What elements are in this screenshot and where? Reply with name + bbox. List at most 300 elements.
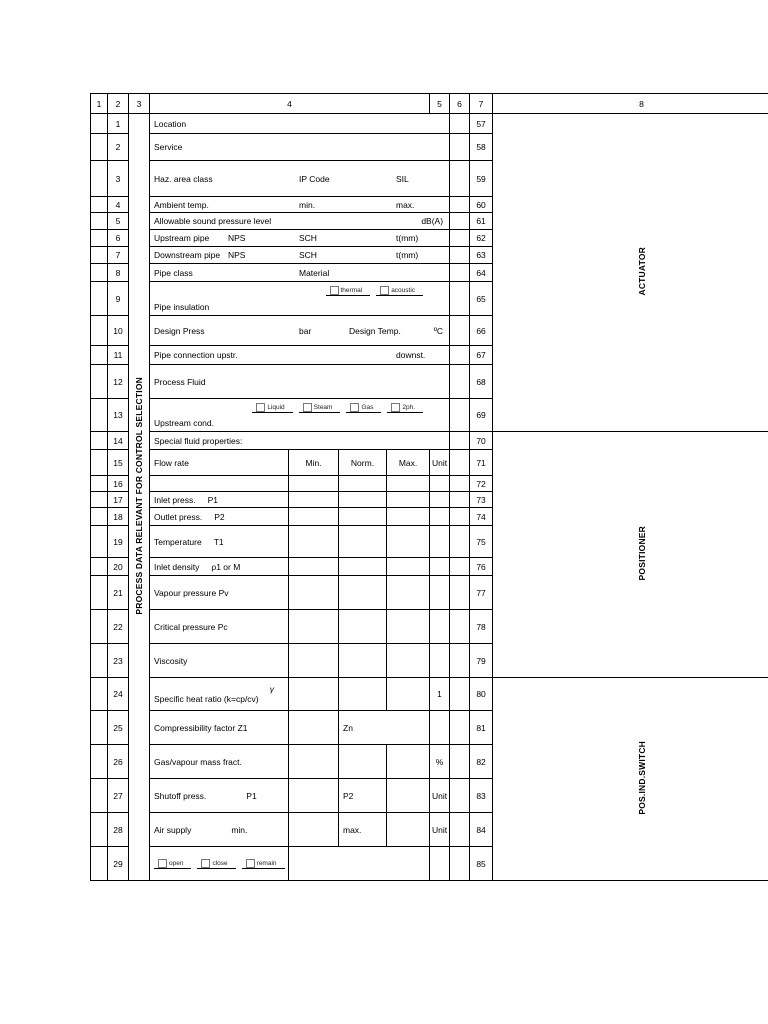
column-number: 4: [150, 94, 430, 114]
value-cell[interactable]: [289, 678, 339, 711]
unit: dB(A): [421, 216, 444, 226]
value-cell[interactable]: [430, 476, 450, 492]
row-number: 64: [470, 264, 493, 282]
blank-cell: [91, 213, 108, 230]
value-cell[interactable]: [339, 644, 387, 678]
blank-cell: [450, 114, 470, 134]
checkbox[interactable]: [201, 859, 210, 868]
row-number: 74: [470, 508, 493, 526]
field-row-content: [154, 347, 445, 364]
option-label: remain: [256, 860, 277, 868]
blank-cell: [450, 847, 470, 881]
blank-cell: [91, 365, 108, 399]
blank-cell: [450, 508, 470, 526]
blank-cell: [91, 134, 108, 161]
value-cell[interactable]: [339, 508, 387, 526]
value-cell[interactable]: [339, 745, 387, 779]
field-row-content: [154, 433, 445, 449]
value-cell[interactable]: [339, 476, 387, 492]
row-number: 70: [470, 432, 493, 450]
field-sub: P1: [207, 494, 218, 505]
row-number: 72: [470, 476, 493, 492]
table-row: [91, 114, 768, 134]
column-number: 6: [450, 94, 470, 114]
row-number: 18: [108, 508, 129, 526]
blank-cell: [450, 526, 470, 558]
field-label-cell: [150, 476, 289, 492]
field-sub: SIL: [396, 173, 409, 184]
row-number: 58: [470, 134, 493, 161]
unit-cell: [430, 711, 450, 745]
checkbox[interactable]: [380, 286, 389, 295]
checkbox[interactable]: [303, 403, 312, 412]
option-label: Steam: [313, 403, 333, 411]
field-label-cell: [150, 492, 289, 508]
value-cell[interactable]: [430, 508, 450, 526]
field-label-cell: [150, 508, 289, 526]
value-cell[interactable]: [289, 779, 339, 813]
blank-cell: [91, 264, 108, 282]
field-label-cell: [150, 644, 289, 678]
option-label: close: [212, 860, 228, 868]
row-number: 73: [470, 492, 493, 508]
value-cell[interactable]: [387, 779, 430, 813]
value-cell[interactable]: [430, 492, 450, 508]
right-section-label-cell: [493, 114, 768, 432]
field-label: P2: [343, 790, 354, 801]
blank-cell: [91, 678, 108, 711]
value-cell[interactable]: [289, 558, 339, 576]
field-sub: P2: [214, 511, 225, 522]
value-cell[interactable]: [339, 779, 387, 813]
right-section-label: POS.IND.SWITCH: [636, 741, 647, 815]
field-row-content: [154, 248, 445, 263]
blank-cell: [450, 365, 470, 399]
field-row[interactable]: [150, 399, 450, 432]
right-section-label: POSITIONER: [636, 526, 647, 581]
field-label: Viscosity: [154, 655, 188, 666]
blank-cell: [450, 197, 470, 213]
checkbox[interactable]: [256, 403, 265, 412]
row-number: 75: [470, 526, 493, 558]
field-label: Special fluid properties:: [154, 435, 243, 446]
row-number: 15: [108, 450, 129, 476]
field-sub: P1: [246, 790, 257, 801]
field-row-content: [154, 115, 445, 133]
table-row: [91, 678, 768, 711]
field-label: Gas/vapour mass fract.: [154, 756, 242, 767]
row-number: 12: [108, 365, 129, 399]
field-label: Allowable sound pressure level: [154, 216, 272, 226]
unit: 1: [437, 689, 442, 699]
blank-cell: [450, 230, 470, 247]
field-row-content: [154, 135, 445, 160]
field-label-cell: [150, 711, 289, 745]
field-sub: bar: [299, 325, 312, 336]
row-number: 7: [108, 247, 129, 264]
blank-cell: [450, 576, 470, 610]
blank-cell: [450, 644, 470, 678]
blank-cell: [91, 779, 108, 813]
value-cell[interactable]: [339, 610, 387, 644]
value-cell[interactable]: [387, 644, 430, 678]
blank-cell: [91, 644, 108, 678]
blank-cell: [450, 813, 470, 847]
value-cell[interactable]: [289, 492, 339, 508]
value-cell[interactable]: [387, 745, 430, 779]
field-label-cell: [150, 678, 289, 711]
value-cell[interactable]: [430, 644, 450, 678]
row-number: 27: [108, 779, 129, 813]
row-number: 65: [470, 282, 493, 316]
blank-cell: [450, 134, 470, 161]
field-sub: Material: [299, 267, 330, 278]
field-label: max.: [343, 824, 362, 835]
row-number: 8: [108, 264, 129, 282]
field-row-content: [154, 283, 445, 315]
row-number: 78: [470, 610, 493, 644]
row-number: 25: [108, 711, 129, 745]
row-number: 68: [470, 365, 493, 399]
unit: ºC: [433, 325, 444, 336]
row-number: 82: [470, 745, 493, 779]
row-number: 85: [470, 847, 493, 881]
field-label-cell: [150, 813, 289, 847]
blank-cell: [91, 526, 108, 558]
field-label: Zn: [343, 722, 353, 733]
field-label: Design Press: [154, 325, 205, 336]
row-number: 13: [108, 399, 129, 432]
field-label: Upstream pipe: [154, 233, 210, 243]
row-number: 59: [470, 161, 493, 197]
option-label: acoustic: [391, 286, 416, 294]
value-cell[interactable]: [387, 678, 430, 711]
value-cell[interactable]: [339, 492, 387, 508]
field-sub: max.: [396, 199, 415, 210]
column-header: Max.: [387, 450, 430, 476]
row-number: 17: [108, 492, 129, 508]
unit-cell: [430, 779, 450, 813]
symbol: γ: [269, 684, 274, 694]
blank-cell: [91, 282, 108, 316]
field-sub: t(mm): [396, 250, 419, 260]
value-cell[interactable]: [387, 526, 430, 558]
column-header: Min.: [289, 450, 339, 476]
option-label: Gas: [361, 403, 374, 411]
field-label: Air supply: [154, 824, 192, 835]
row-number: 69: [470, 399, 493, 432]
blank-cell: [91, 558, 108, 576]
field-label: Service: [154, 142, 183, 152]
row-number: 24: [108, 678, 129, 711]
option-label: thermal: [340, 286, 363, 294]
field-sub: min.: [299, 199, 316, 210]
row-number: 77: [470, 576, 493, 610]
checkbox[interactable]: [330, 286, 339, 295]
value-cell[interactable]: [430, 610, 450, 644]
field-row-content: [154, 162, 445, 196]
field-sub: NPS: [228, 233, 246, 243]
value-cell[interactable]: [289, 610, 339, 644]
value-cell[interactable]: [430, 576, 450, 610]
blank-cell: [450, 161, 470, 197]
row-number: 80: [470, 678, 493, 711]
blank-cell: [450, 282, 470, 316]
field-sub: T1: [213, 536, 224, 547]
column-header: Norm.: [339, 450, 387, 476]
blank-cell: [450, 745, 470, 779]
row-number: 28: [108, 813, 129, 847]
row-number: 14: [108, 432, 129, 450]
blank-cell: [91, 247, 108, 264]
datasheet-table: [90, 93, 768, 881]
field-label: Specific heat ratio (k=cp/cv): [154, 694, 259, 704]
row-number: 81: [470, 711, 493, 745]
field-label-cell: [150, 558, 289, 576]
field-row[interactable]: [150, 134, 450, 161]
blank-cell: [91, 576, 108, 610]
row-number: 10: [108, 316, 129, 346]
blank-cell: [450, 213, 470, 230]
value-cell[interactable]: [289, 526, 339, 558]
blank-cell: [450, 492, 470, 508]
field-label: Inlet press.: [154, 494, 196, 505]
value-cell[interactable]: [289, 745, 339, 779]
unit-cell: [430, 745, 450, 779]
blank-cell: [450, 558, 470, 576]
checkbox[interactable]: [158, 859, 167, 868]
blank-cell: [91, 399, 108, 432]
field-sub: downst.: [396, 350, 426, 360]
row-number: 84: [470, 813, 493, 847]
value-cell[interactable]: [339, 813, 387, 847]
column-number: 2: [108, 94, 129, 114]
blank-cell: [91, 197, 108, 213]
field-label: Location: [154, 118, 187, 129]
option: [197, 859, 235, 869]
row-number: 22: [108, 610, 129, 644]
checkbox[interactable]: [391, 403, 400, 412]
row-number: 66: [470, 316, 493, 346]
blank-cell: [450, 316, 470, 346]
table-row: [91, 432, 768, 450]
value-cell[interactable]: [430, 558, 450, 576]
value-cell[interactable]: [339, 711, 430, 745]
field-label: Inlet density: [154, 561, 200, 572]
value-cell[interactable]: [387, 610, 430, 644]
option: [154, 859, 191, 869]
row-number: 11: [108, 346, 129, 365]
value-cell[interactable]: [387, 508, 430, 526]
blank-cell: [450, 264, 470, 282]
row-number: 26: [108, 745, 129, 779]
row-number: 29: [108, 847, 129, 881]
blank-cell: [91, 114, 108, 134]
value-cell[interactable]: [289, 476, 339, 492]
value-cell[interactable]: [339, 526, 387, 558]
field-row[interactable]: [150, 432, 450, 450]
column-number: 3: [129, 94, 150, 114]
value-cell[interactable]: [289, 813, 339, 847]
row-number: 60: [470, 197, 493, 213]
row-number: 3: [108, 161, 129, 197]
blank-cell: [450, 432, 470, 450]
unit: %: [435, 756, 444, 767]
value-cell[interactable]: [289, 576, 339, 610]
field-label-cell: [150, 576, 289, 610]
row-number: 2: [108, 134, 129, 161]
row-number: 63: [470, 247, 493, 264]
column-header: Unit: [430, 450, 450, 476]
blank-cell: [91, 230, 108, 247]
row-number: 61: [470, 213, 493, 230]
field-label: Critical pressure Pc: [154, 621, 228, 632]
field-label-cell: [150, 847, 289, 881]
field-row[interactable]: [150, 197, 450, 213]
field-row[interactable]: [150, 365, 450, 399]
option: [242, 859, 285, 869]
blank-cell: [91, 847, 108, 881]
value-cell[interactable]: [339, 576, 387, 610]
blank-cell: [91, 161, 108, 197]
unit-cell: [430, 678, 450, 711]
row-number: 62: [470, 230, 493, 247]
field-row[interactable]: [150, 264, 450, 282]
field-label-cell: [150, 745, 289, 779]
blank-cell: [450, 450, 470, 476]
value-cell[interactable]: [289, 711, 339, 745]
checkbox[interactable]: [246, 859, 255, 868]
value-cell[interactable]: [289, 644, 339, 678]
option-label: 2ph.: [402, 403, 416, 411]
field-sub: t(mm): [396, 233, 419, 243]
option: [387, 403, 423, 413]
field-sub: ρ1 or M: [211, 561, 241, 572]
field-label: Haz. area class: [154, 173, 213, 184]
value-cell[interactable]: [387, 576, 430, 610]
field-label: Upstream cond.: [154, 417, 214, 428]
field-row[interactable]: [150, 114, 450, 134]
field-row-content: [154, 265, 445, 281]
blank-cell: [91, 813, 108, 847]
option-label: open: [169, 860, 184, 868]
field-row-content: [154, 317, 445, 345]
option-group: [154, 861, 289, 868]
field-row-content: [154, 366, 445, 398]
option: [299, 403, 341, 413]
field-row[interactable]: [150, 161, 450, 197]
left-section-label-cell: [129, 114, 150, 881]
blank-cell: [450, 610, 470, 644]
row-number: 67: [470, 346, 493, 365]
field-label: Shutoff press.: [154, 790, 207, 801]
row-number: 19: [108, 526, 129, 558]
field-label: Ambient temp.: [154, 199, 209, 210]
row-number: 20: [108, 558, 129, 576]
value-cell[interactable]: [387, 558, 430, 576]
blank-cell: [91, 316, 108, 346]
value-cell[interactable]: [289, 508, 339, 526]
field-row[interactable]: [150, 282, 450, 316]
blank-cell: [450, 346, 470, 365]
row-number: 21: [108, 576, 129, 610]
row-number: 9: [108, 282, 129, 316]
row-number: 5: [108, 213, 129, 230]
blank-cell: [91, 346, 108, 365]
blank-cell: [450, 247, 470, 264]
row-number: 79: [470, 644, 493, 678]
right-section-label-cell: [493, 678, 768, 881]
option-label: Liquid: [267, 403, 285, 411]
option-group: [326, 286, 430, 296]
value-cell[interactable]: [339, 558, 387, 576]
field-sub: NPS: [228, 250, 246, 260]
field-label: Temperature: [154, 536, 202, 547]
field-sub: SCH: [299, 233, 317, 243]
column-number: 7: [470, 94, 493, 114]
value-cell[interactable]: [387, 476, 430, 492]
column-number: 1: [91, 94, 108, 114]
field-label-cell: [150, 610, 289, 644]
row-number: 16: [108, 476, 129, 492]
field-row-content: [154, 400, 445, 431]
blank-cell: [450, 399, 470, 432]
value-cell[interactable]: [289, 847, 430, 881]
field-row[interactable]: [150, 247, 450, 264]
field-sub: Design Temp.: [349, 325, 401, 336]
field-label: Compressibility factor Z1: [154, 722, 248, 733]
blank-cell: [91, 492, 108, 508]
field-row-content: [154, 214, 445, 229]
field-label: Pipe class: [154, 267, 193, 278]
row-number: 1: [108, 114, 129, 134]
field-label: Downstream pipe: [154, 250, 221, 260]
value-cell[interactable]: [339, 678, 387, 711]
value-cell[interactable]: [387, 813, 430, 847]
field-sub: SCH: [299, 250, 317, 260]
value-cell[interactable]: [387, 492, 430, 508]
field-row[interactable]: [150, 230, 450, 247]
field-row[interactable]: [150, 316, 450, 346]
option: [252, 403, 292, 413]
row-number: 23: [108, 644, 129, 678]
option: [326, 286, 371, 296]
field-row[interactable]: [150, 346, 450, 365]
option: [346, 403, 381, 413]
row-number: 76: [470, 558, 493, 576]
right-section-label-cell: [493, 432, 768, 678]
blank-cell: [91, 711, 108, 745]
value-cell[interactable]: [430, 526, 450, 558]
blank-cell: [91, 476, 108, 492]
unit-cell: [430, 813, 450, 847]
field-label: Outlet press.: [154, 511, 203, 522]
blank-cell: [91, 450, 108, 476]
blank-cell: [91, 432, 108, 450]
datasheet: [90, 93, 768, 881]
blank-cell: [450, 678, 470, 711]
field-label: Pipe insulation: [154, 301, 210, 312]
unit: Unit: [431, 824, 448, 835]
field-label: Flow rate: [150, 450, 289, 476]
field-label-cell: [150, 526, 289, 558]
field-label: Vapour pressure Pv: [154, 587, 229, 598]
checkbox[interactable]: [350, 403, 359, 412]
field-label-cell: [150, 779, 289, 813]
field-row[interactable]: [150, 213, 450, 230]
option: [376, 286, 423, 296]
field-label: Process Fluid: [154, 376, 206, 387]
